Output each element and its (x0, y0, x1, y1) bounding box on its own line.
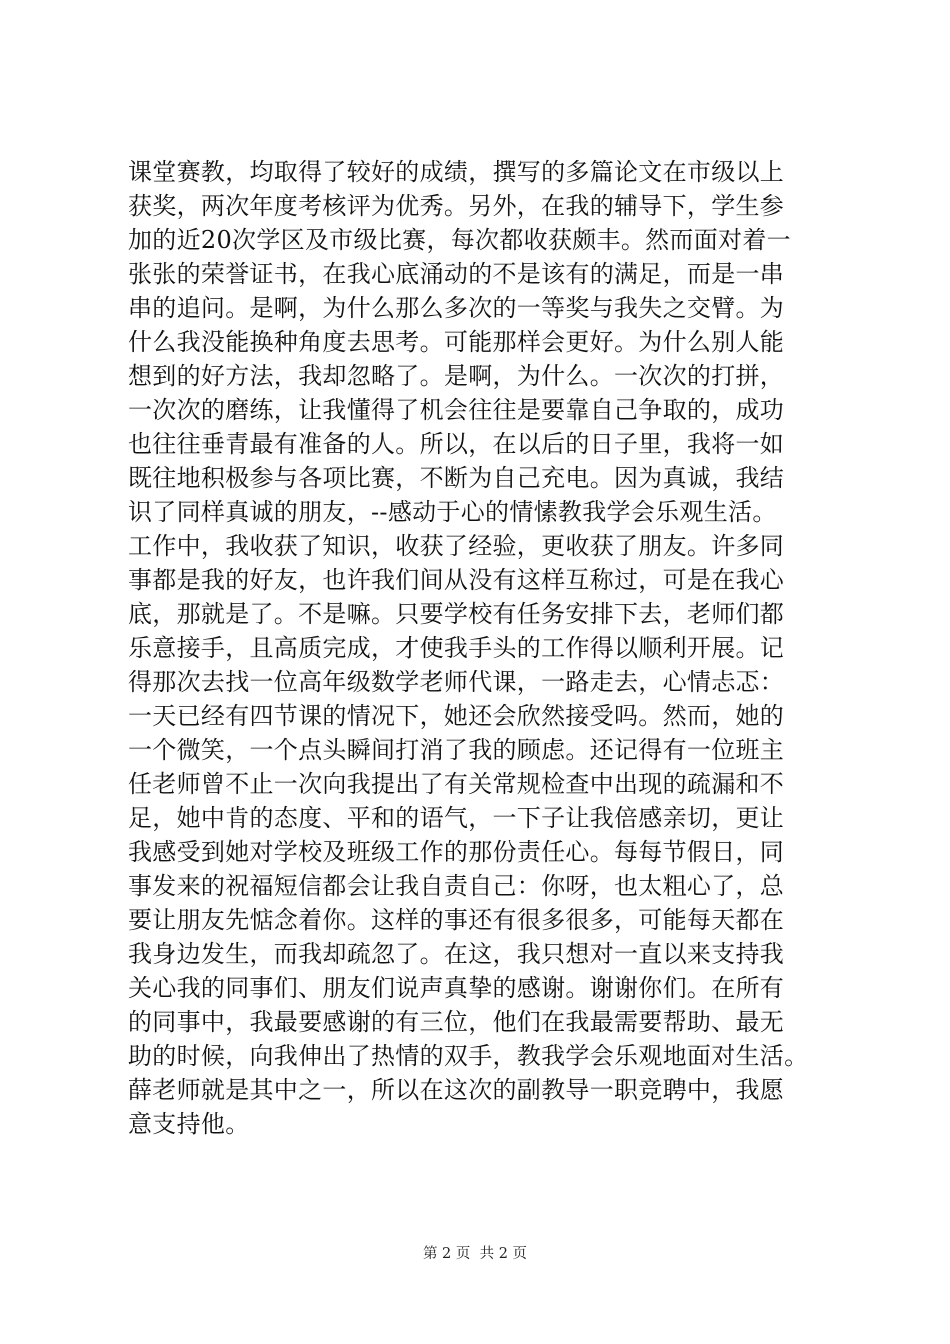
page-footer (0, 1244, 950, 1264)
text-line: 足，她中肯的态度、平和的语气，一下子让我倍感亲切，更让 (128, 804, 785, 832)
text-line: 加的近20次学区及市级比赛，每次都收获颇丰。然而面对着一 (128, 226, 791, 254)
text-line: 识了同样真诚的朋友，--感动于心的情愫教我学会乐观生活。 (128, 498, 777, 526)
text-line: 助的时候，向我伸出了热情的双手，教我学会乐观地面对生活。 (128, 1042, 809, 1070)
text-line: 我感受到她对学校及班级工作的那份责任心。每每节假日，同 (128, 838, 785, 866)
text-line: 得那次去找一位高年级数学老师代课，一路走去，心情忐忑： (128, 668, 785, 696)
text-line: 底，那就是了。不是嘛。只要学校有任务安排下去，老师们都 (128, 600, 785, 628)
text-line: 课堂赛教，均取得了较好的成绩，撰写的多篇论文在市级以上 (128, 158, 785, 186)
body-text (128, 155, 848, 1141)
text-line: 想到的好方法，我却忽略了。是啊，为什么。一次次的打拼， (128, 362, 785, 390)
text-line: 关心我的同事们、朋友们说声真挚的感谢。谢谢你们。在所有 (128, 974, 785, 1002)
text-line: 也往往垂青最有准备的人。所以，在以后的日子里，我将一如 (128, 430, 785, 458)
text-line: 获奖，两次年度考核评为优秀。另外，在我的辅导下，学生参 (128, 192, 785, 220)
text-line: 既往地积极参与各项比赛，不断为自己充电。因为真诚，我结 (128, 464, 785, 492)
text-line: 一天已经有四节课的情况下，她还会欣然接受吗。然而，她的 (128, 702, 785, 730)
text-line: 的同事中，我最要感谢的有三位，他们在我最需要帮助、最无 (128, 1008, 785, 1036)
text-line: 薛老师就是其中之一，所以在这次的副教导一职竞聘中，我愿 (128, 1076, 785, 1104)
text-line: 张张的荣誉证书，在我心底涌动的不是该有的满足，而是一串 (128, 260, 785, 288)
page-number: 第 2 页 共 2 页 (422, 1246, 528, 1262)
text-line: 串的追问。是啊，为什么那么多次的一等奖与我失之交臂。为 (128, 294, 785, 322)
text-line: 一次次的磨练，让我懂得了机会往往是要靠自己争取的，成功 (128, 396, 785, 424)
text-line: 任老师曾不止一次向我提出了有关常规检查中出现的疏漏和不 (128, 770, 785, 798)
text-line: 意支持他。 (128, 1110, 250, 1138)
text-line: 工作中，我收获了知识，收获了经验，更收获了朋友。许多同 (128, 532, 785, 560)
text-line: 事发来的祝福短信都会让我自责自己：你呀，也太粗心了，总 (128, 872, 785, 900)
text-line: 一个微笑，一个点头瞬间打消了我的顾虑。还记得有一位班主 (128, 736, 785, 764)
text-line: 事都是我的好友，也许我们间从没有这样互称过，可是在我心 (128, 566, 785, 594)
text-line: 我身边发生，而我却疏忽了。在这，我只想对一直以来支持我 (128, 940, 785, 968)
text-line: 什么我没能换种角度去思考。可能那样会更好。为什么别人能 (128, 328, 785, 356)
text-line: 要让朋友先惦念着你。这样的事还有很多很多，可能每天都在 (128, 906, 785, 934)
text-line: 乐意接手，且高质完成，才使我手头的工作得以顺利开展。记 (128, 634, 785, 662)
